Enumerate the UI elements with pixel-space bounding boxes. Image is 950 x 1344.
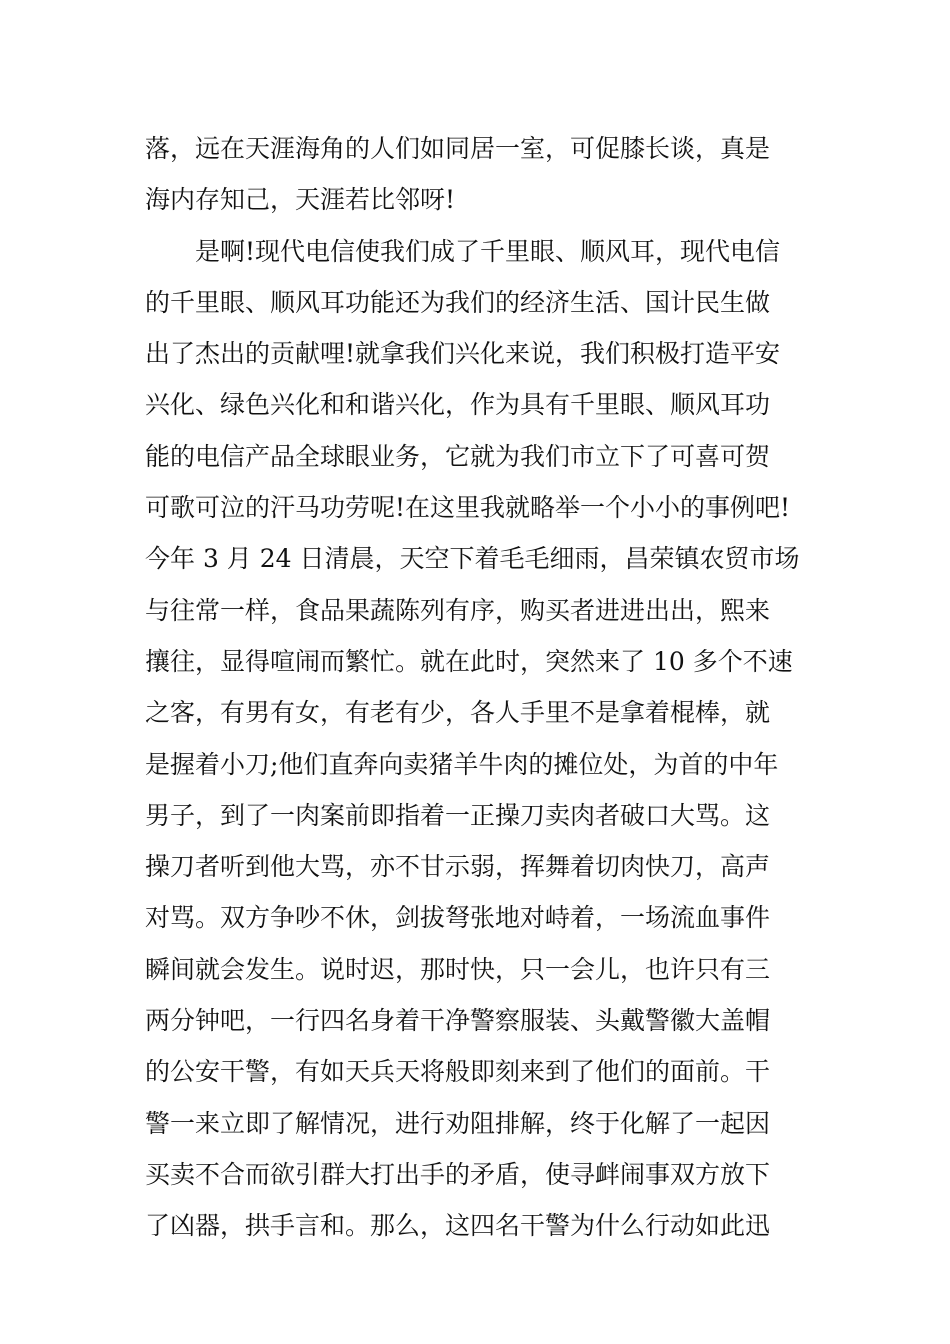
text-line: 攘往，显得喧闹而繁忙。就在此时，突然来了 10 多个不速 [145,646,793,676]
text-line: 兴化、绿色兴化和和谐兴化，作为具有千里眼、顺风耳功 [145,390,771,420]
text-line: 之客，有男有女，有老有少，各人手里不是拿着棍棒，就 [145,698,771,728]
text-line: 海内存知己，天涯若比邻呀! [145,185,456,215]
text-line: 操刀者听到他大骂，亦不甘示弱，挥舞着切肉快刀，高声 [145,852,771,882]
paragraph-first-line: 是啊!现代电信使我们成了千里眼、顺风耳，现代电信 [195,236,781,266]
text-line: 能的电信产品全球眼业务，它就为我们市立下了可喜可贺 [145,441,771,471]
text-line: 落，远在天涯海角的人们如同居一室，可促膝长谈，真是 [145,134,771,163]
text-line: 的千里眼、顺风耳功能还为我们的经济生活、国计民生做 [145,287,771,317]
text-line: 警一来立即了解情况，进行劝阻排解，终于化解了一起因 [145,1108,771,1138]
text-line: 可歌可泣的汗马功劳呢!在这里我就略举一个小小的事例吧! [145,493,791,523]
text-line: 了凶器，拱手言和。那么，这四名干警为什么行动如此迅 [145,1211,771,1241]
text-line: 的公安干警，有如天兵天将般即刻来到了他们的面前。干 [145,1057,771,1087]
text-line: 男子，到了一肉案前即指着一正操刀卖肉者破口大骂。这 [145,800,771,830]
text-line: 今年 3 月 24 日清晨，天空下着毛毛细雨，昌荣镇农贸市场 [145,544,800,574]
body-text [145,123,825,1252]
text-line: 出了杰出的贡献哩!就拿我们兴化来说，我们积极打造平安 [145,339,781,369]
text-line: 对骂。双方争吵不休，剑拔弩张地对峙着，一场流血事件 [145,903,771,933]
text-line: 与往常一样，食品果蔬陈列有序，购买者进进出出，熙来 [145,595,771,625]
text-line: 买卖不合而欲引群大打出手的矛盾，使寻衅闹事双方放下 [145,1159,771,1189]
text-line: 瞬间就会发生。说时迟，那时快，只一会儿，也许只有三 [145,954,771,984]
text-line: 两分钟吧，一行四名身着干净警察服装、头戴警徽大盖帽 [145,1006,771,1036]
text-line: 是握着小刀;他们直奔向卖猪羊牛肉的摊位处，为首的中年 [145,749,779,779]
